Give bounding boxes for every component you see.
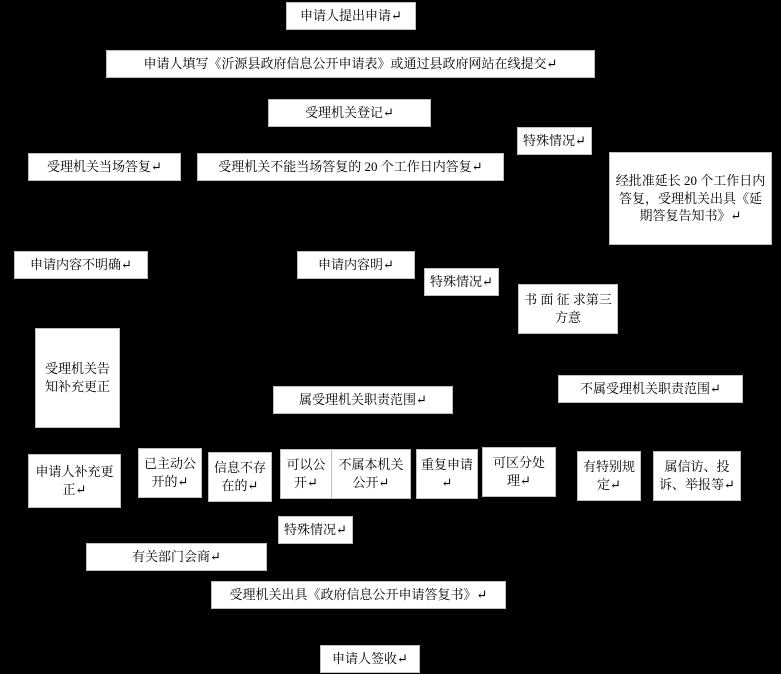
flow-node-n21: 可区分处理↵ <box>482 447 556 497</box>
flow-node-n4: 特殊情况↵ <box>517 127 592 155</box>
flow-node-n10: 特殊情况↵ <box>424 268 499 296</box>
flow-node-n16: 已主动公开的↵ <box>138 448 202 498</box>
flow-node-n2: 申请人填写《沂源县政府信息公开申请表》或通过县政府网站在线提交↵ <box>106 50 595 78</box>
flow-node-n27: 申请人签收↵ <box>320 645 420 673</box>
flow-node-n17: 信息不存在的↵ <box>208 452 272 502</box>
flow-node-n11: 书 面 征 求第三方意 <box>518 284 618 334</box>
flow-node-n14: 不属受理机关职责范围↵ <box>558 375 743 403</box>
flow-node-n9: 申请内容明↵ <box>297 251 415 279</box>
flow-node-n22: 有特别规定↵ <box>577 451 641 501</box>
flow-node-n6: 受理机关不能当场答复的 20 个工作日内答复↵ <box>197 153 504 181</box>
flow-node-n25: 有关部门会商↵ <box>86 543 267 571</box>
flow-node-n18: 可以公开↵ <box>280 449 332 499</box>
flow-node-n13: 属受理机关职责范围↵ <box>273 386 453 414</box>
flow-node-n20: 重复申请↵ <box>416 449 478 499</box>
flow-node-n12: 受理机关告知补充更正 <box>35 328 120 428</box>
flow-node-n7: 经批准延长 20 个工作日内答复，受理机关出具《延期答复告知书》↵ <box>609 152 772 245</box>
flow-node-n26: 受理机关出具《政府信息公开申请答复书》↵ <box>211 581 506 609</box>
flow-node-n19: 不属本机关公开↵ <box>331 449 411 499</box>
flow-node-n1: 申请人提出申请↵ <box>286 2 416 30</box>
flow-node-n23: 属信访、投诉、举报等↵ <box>653 451 741 501</box>
flow-node-n3: 受理机关登记↵ <box>268 99 431 127</box>
flow-node-n8: 申请内容不明确↵ <box>14 251 148 279</box>
flow-node-n5: 受理机关当场答复↵ <box>28 153 181 181</box>
flow-node-n15: 申请人补充更正↵ <box>28 454 121 508</box>
flow-node-n24: 特殊情况↵ <box>278 516 353 544</box>
